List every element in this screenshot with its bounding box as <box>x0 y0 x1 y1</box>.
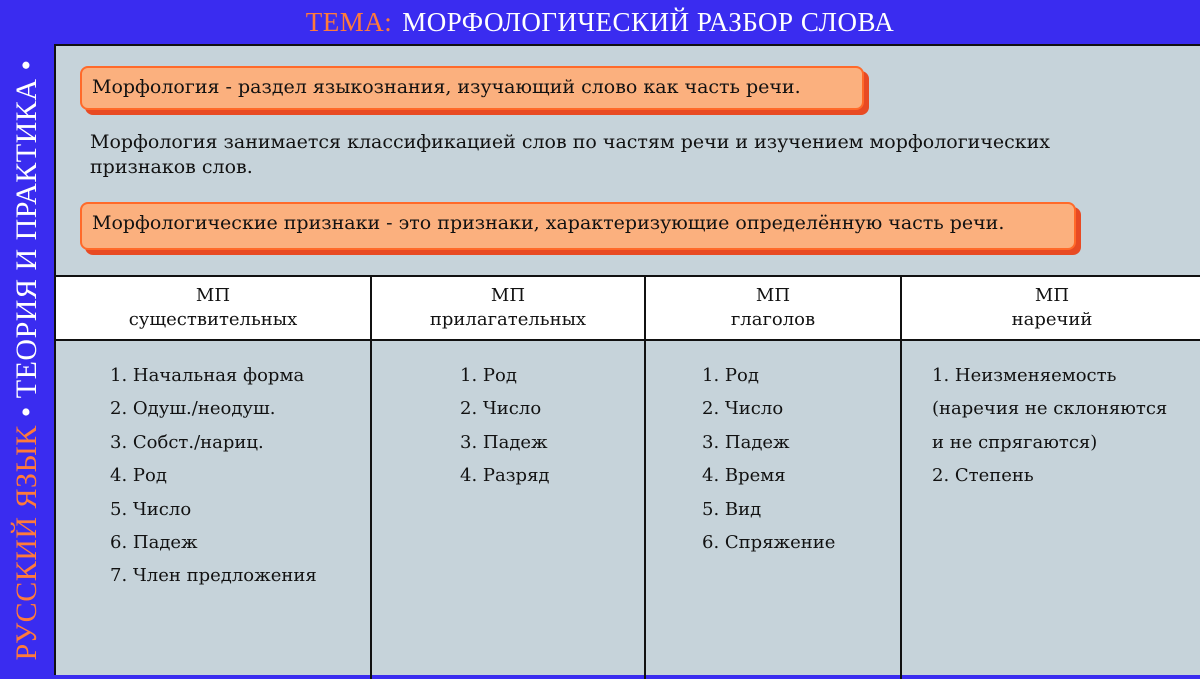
list-item: 5. Вид <box>702 498 762 520</box>
table-column-verbs <box>644 277 900 679</box>
column-subheading: наречий <box>1011 309 1093 330</box>
column-heading: МП <box>755 285 791 306</box>
feature-list <box>372 341 644 493</box>
title-text: МОРФОЛОГИЧЕСКИЙ РАЗБОР СЛОВА <box>402 6 895 37</box>
list-item: 4. Род <box>110 465 167 487</box>
list-item: (наречия не склоняются <box>932 398 1168 420</box>
table-column-adjectives <box>370 277 644 679</box>
list-item: 4. Разряд <box>460 465 550 487</box>
table-column-nouns <box>56 277 370 679</box>
bullet-separator-1: • <box>10 405 43 417</box>
side-banner <box>0 44 54 675</box>
list-item: и не спрягаются) <box>932 431 1098 453</box>
side-banner-text <box>10 59 44 660</box>
list-item: 2. Степень <box>932 465 1034 487</box>
list-item: 1. Начальная форма <box>110 365 305 386</box>
column-header <box>646 277 900 341</box>
content-panel <box>54 44 1200 675</box>
column-heading: МП <box>195 285 231 306</box>
list-item: 2. Число <box>460 398 542 420</box>
feature-list <box>902 341 1200 493</box>
section-label: ТЕОРИЯ И ПРАКТИКА <box>10 78 43 398</box>
list-item: 3. Собст./нариц. <box>110 431 264 453</box>
list-item: 1. Род <box>460 365 517 386</box>
features-table <box>56 275 1200 679</box>
column-header <box>902 277 1200 341</box>
list-item: 7. Член предложения <box>110 565 317 587</box>
bullet-separator-2: • <box>10 59 43 71</box>
column-heading: МП <box>490 285 526 306</box>
list-item: 6. Спряжение <box>702 532 836 554</box>
list-item: 5. Число <box>110 498 192 520</box>
morphology-definition-box: Морфология - раздел языкознания, изучающий слово как часть речи. <box>80 66 864 110</box>
list-item: 3. Падеж <box>460 431 548 453</box>
morphology-description: Морфология занимается классификацией слов по частям речи и изучением морфологических признаков слов. <box>90 131 1051 178</box>
column-header <box>56 277 370 341</box>
feature-list <box>56 341 370 593</box>
column-header <box>372 277 644 341</box>
list-item: 2. Одуш./неодуш. <box>110 398 276 420</box>
list-item: 4. Время <box>702 465 786 487</box>
list-item: 1. Неизменяемость <box>932 365 1117 386</box>
column-subheading: прилагательных <box>429 309 587 330</box>
column-subheading: существительных <box>128 309 298 330</box>
features-definition-box: Морфологические признаки - это признаки, характеризующие определённую часть речи. <box>80 202 1076 250</box>
list-item: 6. Падеж <box>110 532 198 554</box>
table-column-adverbs <box>900 277 1200 679</box>
slide-title <box>0 0 1200 44</box>
feature-list <box>646 341 900 559</box>
title-prefix: ТЕМА: <box>305 6 393 37</box>
subject-label: РУССКИЙ ЯЗЫК <box>10 424 43 660</box>
list-item: 2. Число <box>702 398 784 420</box>
list-item: 3. Падеж <box>702 431 790 453</box>
list-item: 1. Род <box>702 365 759 386</box>
column-subheading: глаголов <box>730 309 816 330</box>
column-heading: МП <box>1034 285 1070 306</box>
